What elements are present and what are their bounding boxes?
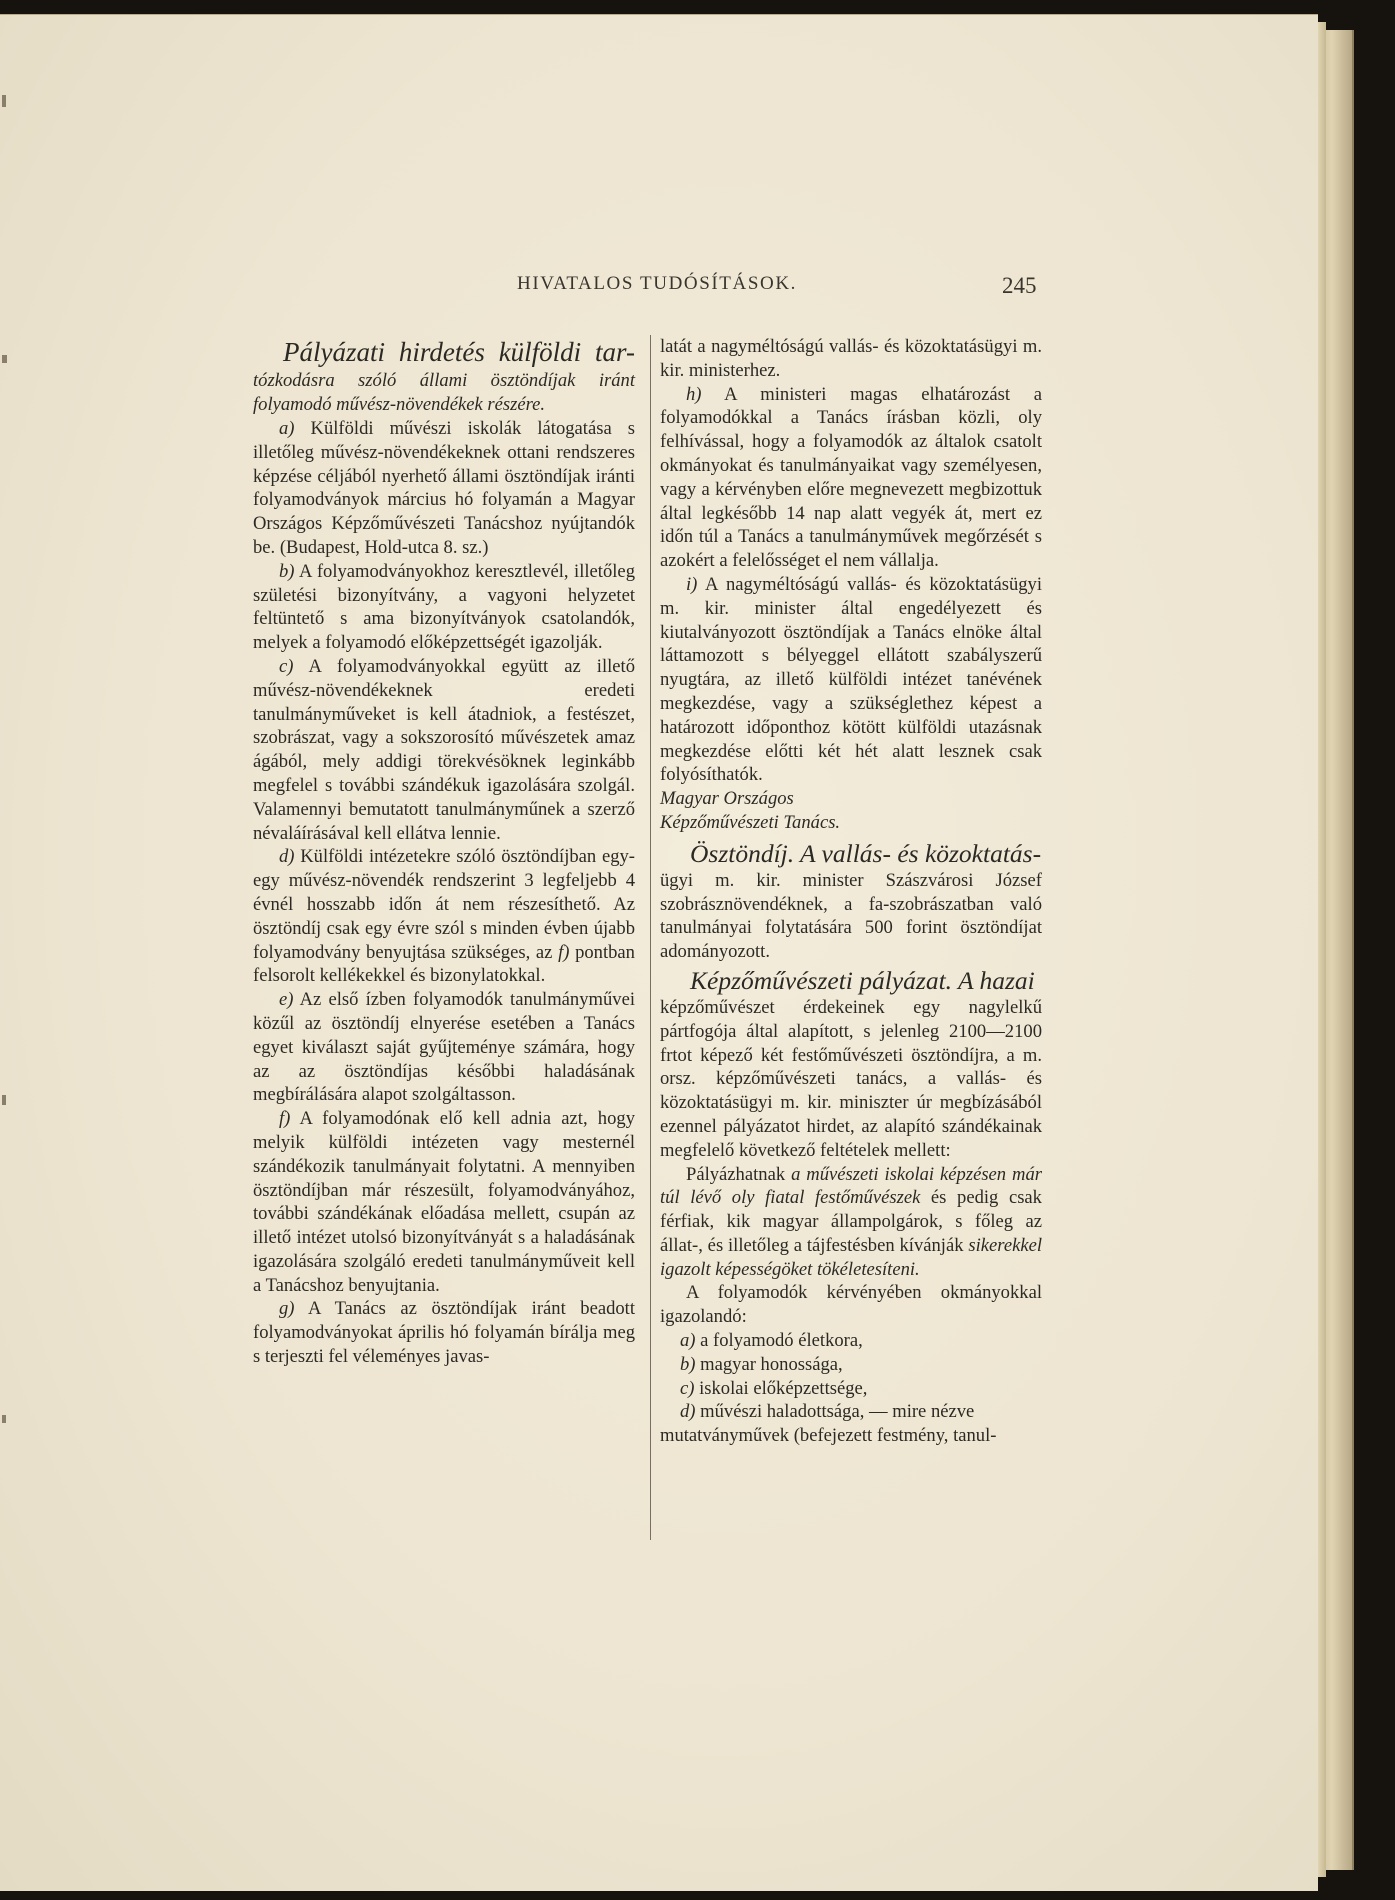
right-column: [660, 335, 1042, 1448]
list-label: c): [680, 1377, 695, 1399]
paragraph-text: pontban felsorolt kellékekkel és bizonylatokkal.: [253, 941, 635, 987]
paragraph-label: e): [279, 989, 294, 1011]
section-heading-line: folyamodó művész-növendékek részére.: [253, 394, 546, 415]
list-label: d): [680, 1401, 696, 1423]
paragraph-b: [253, 560, 635, 655]
paragraph-text: Az első ízben folyamodók tanulmányművei közűl az ösztöndíj elnyerése esetében a Tanács egyet kiválaszt saját gyűjteménye számára, hogy az az ösztöndíjas későbbi haladásának megbírálására alapot szolgáltasson.: [253, 989, 635, 1106]
paragraph-eligibility: [660, 1163, 1042, 1282]
page-number: 245: [1002, 273, 1037, 298]
paragraph-label: d): [279, 846, 295, 868]
running-header: [0, 263, 1318, 303]
paragraph-label: a): [279, 418, 295, 439]
paragraph-last-line: mutatványművek (befejezett festmény, tanul-: [660, 1425, 997, 1447]
paragraph-h: [660, 383, 1042, 573]
section-heading-title: Pályázati hirdetés külföldi tar-: [283, 337, 635, 367]
paragraph-continuation: latát a nagyméltóságú vallás- és közoktatásügyi m. kir. ministerhez.: [660, 336, 1042, 381]
binding-mark: [2, 1415, 6, 1423]
paragraph-text: Külföldi művészi iskolák látogatása s illetőleg művész-növendékeknek ottani rendszeres képzése céljából nyerhető állami ösztöndíjak iránti folyamodványok március hó folyamán a Magyar Országos Képzőművészeti Tanácshoz nyújtandók be. (Budapest, Hold-utca 8. sz.): [253, 418, 635, 558]
paragraph-label: b): [279, 560, 295, 582]
list-text: a folyamodó életkora,: [695, 1330, 863, 1352]
paragraph-text: A folyamodványokkal együtt az illető művész-növendékeknek eredeti tanulmányműveket is kell átadniok, a festészet, szobrászat, vagy a sokszorosító művészetek amaz ágából, mely addigi törekvésöknek leginkább megfelel s további szándékuk igazolására szolgál. Valamennyi bemutatott tanulmányműnek a szerző névaláírásával kell ellátva lennie.: [253, 655, 635, 844]
section-heading-scholarship: Ösztöndíj. A vallás- és közoktatás-: [690, 838, 1042, 868]
signature-line: Magyar Országos: [660, 788, 794, 810]
list-item: [660, 1353, 1042, 1377]
signature-line: Képzőművészeti Tanács.: [660, 811, 841, 833]
paragraph-text: A Tanács az ösztöndíjak iránt beadott folyamodványokat április hó folyamán bírálja meg s terjeszti fel véleményes javas-: [253, 1298, 635, 1368]
paragraph-label: h): [686, 383, 702, 405]
paragraph-e: [253, 988, 635, 1107]
section-heading-line: tózkodásra szóló állami ösztöndíjak iránt: [253, 370, 635, 391]
list-text: magyar honossága,: [695, 1353, 843, 1375]
paragraph-c: [253, 655, 635, 845]
running-title: HIVATALOS TUDÓSÍTÁSOK.: [517, 273, 797, 294]
list-label: b): [680, 1353, 696, 1375]
paragraph-text: A ministeri magas elhatározást a folyamodókkal a Tanács írásban közli, oly felhívással, hogy a folyamodók az általok csatolt okmányokat és tanulmányaikat vagy személyesen, vagy a kérvényben előre megnevezett megbizottuk által legkésőbb 14 nap alatt vegyék át, mert ez időn túl a Tanács a tanulmányművek megőrzését s azokért a felelősséget el nem vállalja.: [660, 383, 1042, 572]
paragraph-scholarship: ügyi m. kir. minister Szászvárosi József szobrásznövendéknek, a fa-szobrászatban való tanulmányai folytatására 500 forint ösztöndíjat adományozott.: [660, 869, 1042, 963]
paragraph-a: [253, 417, 635, 560]
paragraph-i: [660, 573, 1042, 787]
paragraph-text: A nagyméltóságú vallás- és közoktatásügyi m. kir. minister által engedélyezett és kiutalványozott ösztöndíjak a Tanács elnöke által láttamozott s bélyeggel ellátott szabályszerű nyugtára, az illető külföldi intézet tanévének megkezdése, vagy a szükséglethez képest a határozott időponthoz kötött külföldi utazásnak megkezdése előtti két hét alatt lesznek csak folyósíthatók.: [660, 573, 1042, 786]
paragraph-d: [253, 845, 635, 988]
paragraph-text: A folyamodványokhoz keresztlevél, illetőleg születési bizonyítvány, a vagyoni helyzetet feltüntető s ama bizonyítványok csatolandók, melyek a folyamodó előképzettségét igazolják.: [253, 560, 635, 654]
list-item: [660, 1377, 1042, 1401]
paragraph-f: [253, 1107, 635, 1297]
book-page: [0, 14, 1318, 1891]
binding-mark: [2, 95, 6, 107]
binding-mark: [2, 355, 7, 363]
paragraph-label: f): [279, 1108, 291, 1130]
column-divider: [650, 335, 651, 1540]
paragraph-reference: f): [558, 941, 570, 963]
paragraph-competition: képzőművészet érdekeinek egy nagylelkű pártfogója által alapított, s jelenleg 2100—2100 frtot képező két festőművészeti ösztöndíjra, a m. orsz. képzőművészeti tanács, a vallás- és közoktatásügyi m. kir. miniszter úr megbízásából ezennel pályázatot hirdet, az alapító szándékainak megfelelő következő feltételek mellett:: [660, 996, 1042, 1161]
paragraph-label: g): [279, 1298, 295, 1320]
list-text: iskolai előképzettsége,: [694, 1377, 868, 1399]
paragraph-label: i): [686, 573, 698, 595]
list-item: [660, 1329, 1042, 1353]
paragraph-text: A folyamodónak elő kell adnia azt, hogy melyik külföldi intézeten vagy mesternél szándékozik tanulmányait folytatni. A mennyiben ösztöndíjban már részesült, folyamodványához, további szándékának előadása mellett, csupán az illető intézet utolsó bizonyítványát s a haladásának igazolására szolgáló eredeti tanulmányműveit kell a Tanácshoz benyujtania.: [253, 1108, 635, 1296]
paragraph-text: Külföldi intézetekre szóló ösztöndíjban egy-egy művész-növendék rendszerint 3 legfeljebb 4 évnél hosszabb időn át nem részesíthető. Az ösztöndíj csak egy évre szól s minden évben újabb folyamodvány benyujtása szükséges, az: [253, 846, 635, 963]
paragraph-documents: A folyamodók kérvényében okmányokkal igazolandó:: [660, 1282, 1042, 1328]
binding-mark: [2, 1095, 6, 1105]
list-item: [660, 1400, 1042, 1424]
list-label: a): [680, 1330, 696, 1352]
list-text: művészi haladottsága, — mire nézve: [695, 1401, 975, 1423]
paragraph-g: [253, 1297, 635, 1368]
paragraph-text: és pedig csak férfiak, kik magyar állampolgárok, s főleg az állat-, és illetőleg a tájfestésben kívánják: [660, 1187, 1042, 1256]
paragraph-label: c): [279, 655, 294, 677]
emphasis-text: sikerekkel igazolt képességöket tökéletesíteni.: [660, 1234, 1042, 1280]
paragraph-text: Pályázhatnak: [686, 1163, 792, 1185]
section-heading-competition: Képzőművészeti pályázat. A hazai: [690, 965, 1035, 995]
left-column: [253, 335, 635, 1369]
emphasis-text: a művészeti iskolai képzésen már túl lévő oly fiatal festőművészek: [660, 1163, 1042, 1209]
